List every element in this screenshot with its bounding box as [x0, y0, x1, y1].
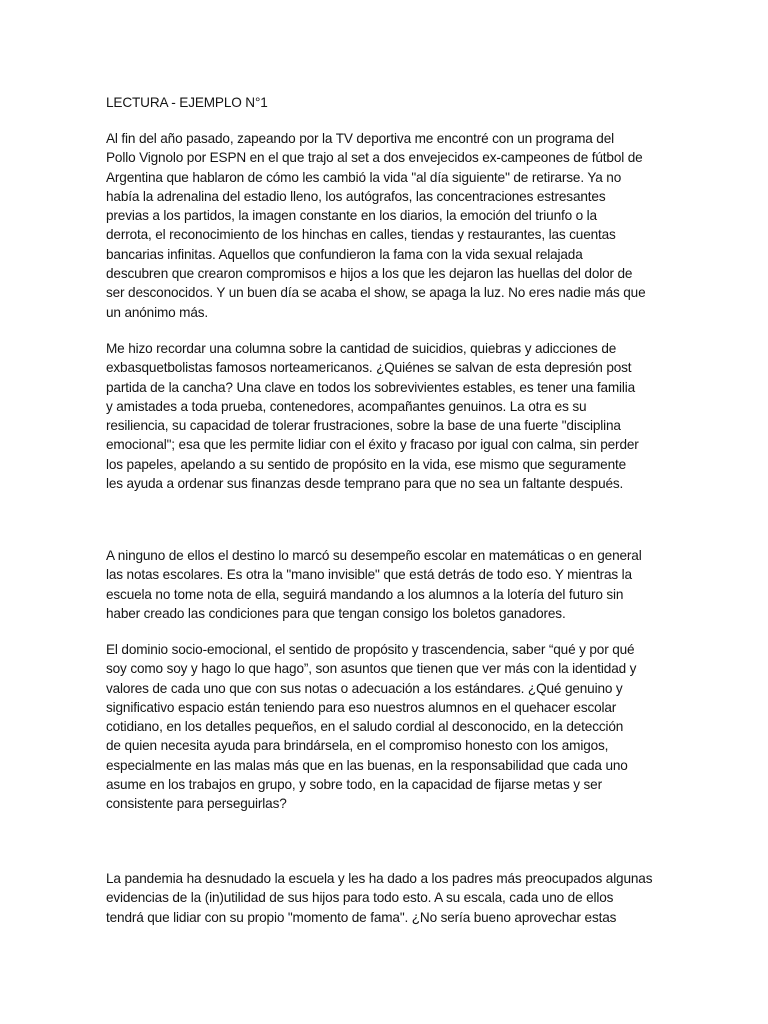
- paragraph-line: les ayuda a ordenar sus finanzas desde temprano para que no sea un faltante después.: [106, 476, 624, 492]
- paragraph-5: [106, 869, 666, 927]
- paragraph-line: tendrá que lidiar con su propio "momento de fama". ¿No sería bueno aprovechar estas: [106, 909, 617, 925]
- paragraph-line: A ninguno de ellos el destino lo marcó su desempeño escolar en matemáticas o en general: [106, 548, 642, 563]
- paragraph-line: los papeles, apelando a su sentido de propósito en la vida, ese mismo que seguramente: [106, 456, 627, 472]
- paragraph-line: las notas escolares. Es otra la "mano invisible" que está detrás de todo eso. Y mientras la: [106, 567, 632, 583]
- paragraph-line: derrota, el reconocimiento de los hinchas en calles, tiendas y restaurantes, las cuentas: [106, 227, 616, 243]
- paragraph-line: resiliencia, su capacidad de tolerar frustraciones, sobre la base de una fuerte "disciplina: [106, 418, 621, 434]
- paragraph-line: descubren que crearon compromisos e hijos a los que les dejaron las huellas del dolor de: [106, 266, 633, 282]
- paragraph-line: consistente para perseguirlas?: [106, 796, 287, 812]
- paragraph-line: evidencias de la (in)utilidad de sus hijos para todo esto. A su escala, cada uno de ellos: [106, 890, 614, 906]
- document-title-block: [106, 93, 666, 112]
- paragraph-3: [106, 546, 666, 623]
- paragraph-line: un anónimo más.: [106, 304, 209, 320]
- paragraph-line: había la adrenalina del estadio lleno, los autógrafos, las concentraciones estresantes: [106, 188, 606, 204]
- paragraph-line: y amistades a toda prueba, contenedores, acompañantes genuinos. La otra es su: [106, 398, 587, 414]
- paragraph-line: haber creado las condiciones para que tengan consigo los boletos ganadores.: [106, 605, 566, 621]
- paragraph-line: exbasquetbolistas famosos norteamericanos. ¿Quiénes se salvan de esta depresión post: [106, 360, 632, 376]
- paragraph-line: significativo espacio están teniendo para eso nuestros alumnos en el quehacer escolar: [106, 699, 617, 715]
- paragraph-line: cotidiano, en los detalles pequeños, en el saludo cordial al desconocido, en la detección: [106, 719, 624, 735]
- paragraph-line: ser desconocidos. Y un buen día se acaba el show, se apaga la luz. No eres nadie más que: [106, 285, 646, 301]
- paragraph-line: Pollo Vignolo por ESPN en el que trajo al set a dos envejecidos ex-campeones de fútbol de: [106, 150, 643, 166]
- paragraph-1: [106, 129, 666, 322]
- paragraph-line: emocional"; esa que les permite lidiar con el éxito y fracaso por igual con calma, sin perder: [106, 437, 639, 453]
- document-title: LECTURA - EJEMPLO N°1: [106, 95, 268, 110]
- paragraph-line: de quien necesita ayuda para brindársela, en el compromiso honesto con los amigos,: [106, 738, 609, 754]
- paragraph-4: [106, 640, 666, 814]
- paragraph-2: [106, 339, 666, 493]
- paragraph-line: soy como soy y hago lo que hago”, son asuntos que tienen que ver más con la identidad y: [106, 661, 637, 677]
- paragraph-line: especialmente en las malas más que en las buenas, en la responsabilidad que cada uno: [106, 757, 628, 773]
- paragraph-line: valores de cada uno que con sus notas o adecuación a los estándares. ¿Qué genuino y: [106, 680, 623, 696]
- paragraph-line: Me hizo recordar una columna sobre la cantidad de suicidios, quiebras y adicciones de: [106, 341, 617, 356]
- paragraph-line: partida de la cancha? Una clave en todos los sobrevivientes estables, es tener una familia: [106, 379, 636, 395]
- paragraph-line: Al fin del año pasado, zapeando por la TV deportiva me encontré con un programa del: [106, 131, 614, 146]
- paragraph-line: previas a los partidos, la imagen constante en los diarios, la emoción del triunfo o la: [106, 208, 597, 224]
- paragraph-line: asume en los trabajos en grupo, y sobre todo, en la capacidad de fijarse metas y ser: [106, 777, 602, 793]
- paragraph-line: El dominio socio-emocional, el sentido de propósito y trascendencia, saber “qué y por qué: [106, 642, 635, 657]
- paragraph-line: La pandemia ha desnudado la escuela y les ha dado a los padres más preocupados algunas: [106, 871, 653, 886]
- paragraph-line: escuela no tome nota de ella, seguirá mandando a los alumnos a la lotería del futuro sin: [106, 586, 624, 602]
- paragraph-line: Argentina que hablaron de cómo les cambió la vida "al día siguiente" de retirarse. Ya no: [106, 169, 622, 185]
- paragraph-line: bancarias infinitas. Aquellos que confundieron la fama con la vida sexual relajada: [106, 246, 583, 262]
